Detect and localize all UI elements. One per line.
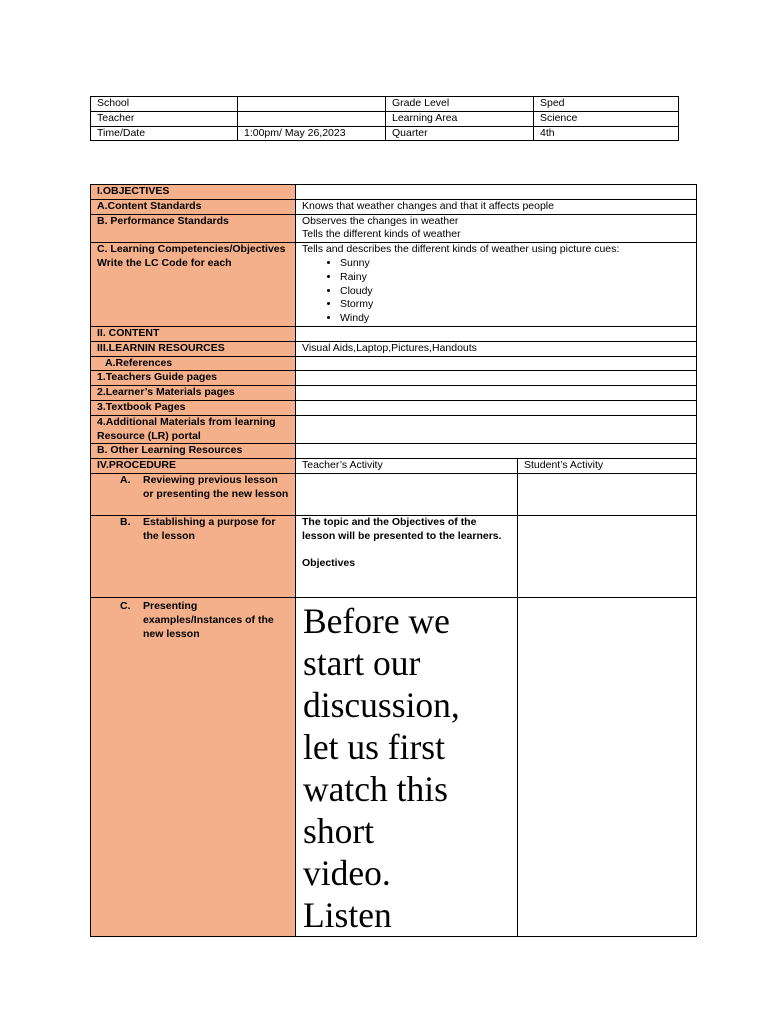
- row-competencies: [91, 243, 697, 327]
- school-label: School: [91, 97, 238, 112]
- learning-area-value: Science: [534, 111, 679, 126]
- step-c-line-3: discussion,: [303, 684, 460, 725]
- learners-materials-label: 2.Learner’s Materials pages: [91, 386, 296, 401]
- learning-area-label: Learning Area: [386, 111, 534, 126]
- additional-materials-label: 4.Additional Materials from learning Resource (LR) portal: [91, 415, 296, 444]
- school-value: [238, 97, 386, 112]
- step-c-line-4: let us first: [303, 726, 445, 767]
- quarter-value: 4th: [534, 126, 679, 141]
- references-label: A.References: [91, 356, 296, 371]
- learning-resources-text: Visual Aids,Laptop,Pictures,Handouts: [296, 341, 697, 356]
- grade-level-value: Sped: [534, 97, 679, 112]
- learning-resources-label: III.LEARNIN RESOURCES: [91, 341, 296, 356]
- content-standards-text: Knows that weather changes and that it affects people: [296, 199, 697, 214]
- performance-standard-2: Tells the different kinds of weather: [302, 228, 461, 241]
- objectives-heading: I.OBJECTIVES: [91, 185, 296, 200]
- performance-standard-1: Observes the changes in weather: [302, 214, 459, 227]
- weather-item-sunny: • Sunny: [340, 257, 690, 271]
- step-b-label: Establishing a purpose for the lesson: [143, 515, 276, 542]
- procedure-heading: IV.PROCEDURE: [91, 459, 296, 474]
- textbook-label: 3.Textbook Pages: [91, 400, 296, 415]
- quarter-label: Quarter: [386, 126, 534, 141]
- lesson-plan-table: [90, 184, 697, 937]
- step-a-label: Reviewing previous lesson or presenting the new lesson: [143, 473, 289, 500]
- row-references: [91, 356, 697, 371]
- weather-list: [302, 257, 690, 326]
- header-info-table: [90, 96, 679, 141]
- row-procedure: [91, 459, 697, 474]
- row-step-b: [91, 515, 697, 597]
- row-other-resources: [91, 444, 697, 459]
- step-c-line-7: video.: [303, 852, 391, 893]
- row-learners-materials: [91, 386, 697, 401]
- weather-item-stormy: • Stormy: [340, 298, 690, 312]
- row-step-a: [91, 473, 697, 515]
- step-b-objectives: Objectives: [302, 557, 356, 570]
- row-step-c: [91, 597, 697, 936]
- weather-item-windy: • Windy: [340, 312, 690, 326]
- row-teachers-guide: [91, 371, 697, 386]
- step-c-letter: C.: [120, 599, 131, 612]
- header-row-time: [91, 126, 679, 141]
- step-b-teacher-text: The topic and the Objectives of the lesson will be presented to the learners.: [302, 515, 502, 542]
- step-a-letter: A.: [120, 473, 131, 486]
- student-activity-header: Student’s Activity: [518, 459, 697, 474]
- time-date-label: Time/Date: [91, 126, 238, 141]
- teacher-value: [238, 111, 386, 126]
- performance-standards-label: B. Performance Standards: [91, 214, 296, 243]
- teacher-activity-header: Teacher’s Activity: [296, 459, 518, 474]
- step-c-line-5: watch this: [303, 768, 448, 809]
- content-standards-label: A.Content Standards: [91, 199, 296, 214]
- teachers-guide-label: 1.Teachers Guide pages: [91, 371, 296, 386]
- step-c-line-8: Listen: [303, 894, 392, 935]
- row-learning-resources: [91, 341, 697, 356]
- weather-item-rainy: • Rainy: [340, 271, 690, 285]
- teacher-label: Teacher: [91, 111, 238, 126]
- content-heading: II. CONTENT: [91, 326, 296, 341]
- row-textbook: [91, 400, 697, 415]
- row-objectives: [91, 185, 697, 200]
- step-c-teacher-text: [302, 598, 511, 936]
- row-additional-materials: [91, 415, 697, 444]
- step-c-line-1: Before we: [303, 600, 450, 641]
- competencies-label: C. Learning Competencies/Objectives Write the LC Code for each: [91, 243, 296, 327]
- step-c-label: Presenting examples/Instances of the new lesson: [143, 599, 274, 640]
- weather-item-cloudy: • Cloudy: [340, 285, 690, 299]
- grade-level-label: Grade Level: [386, 97, 534, 112]
- step-c-line-6: short: [303, 810, 374, 851]
- step-b-letter: B.: [120, 515, 131, 528]
- row-content: [91, 326, 697, 341]
- header-row-teacher: [91, 111, 679, 126]
- row-content-standards: [91, 199, 697, 214]
- competencies-intro: Tells and describes the different kinds of weather using picture cues:: [302, 243, 620, 256]
- other-resources-label: B. Other Learning Resources: [91, 444, 296, 459]
- time-date-value: 1:00pm/ May 26,2023: [238, 126, 386, 141]
- step-c-line-2: start our: [303, 642, 421, 683]
- header-row-school: [91, 97, 679, 112]
- row-performance-standards: [91, 214, 697, 243]
